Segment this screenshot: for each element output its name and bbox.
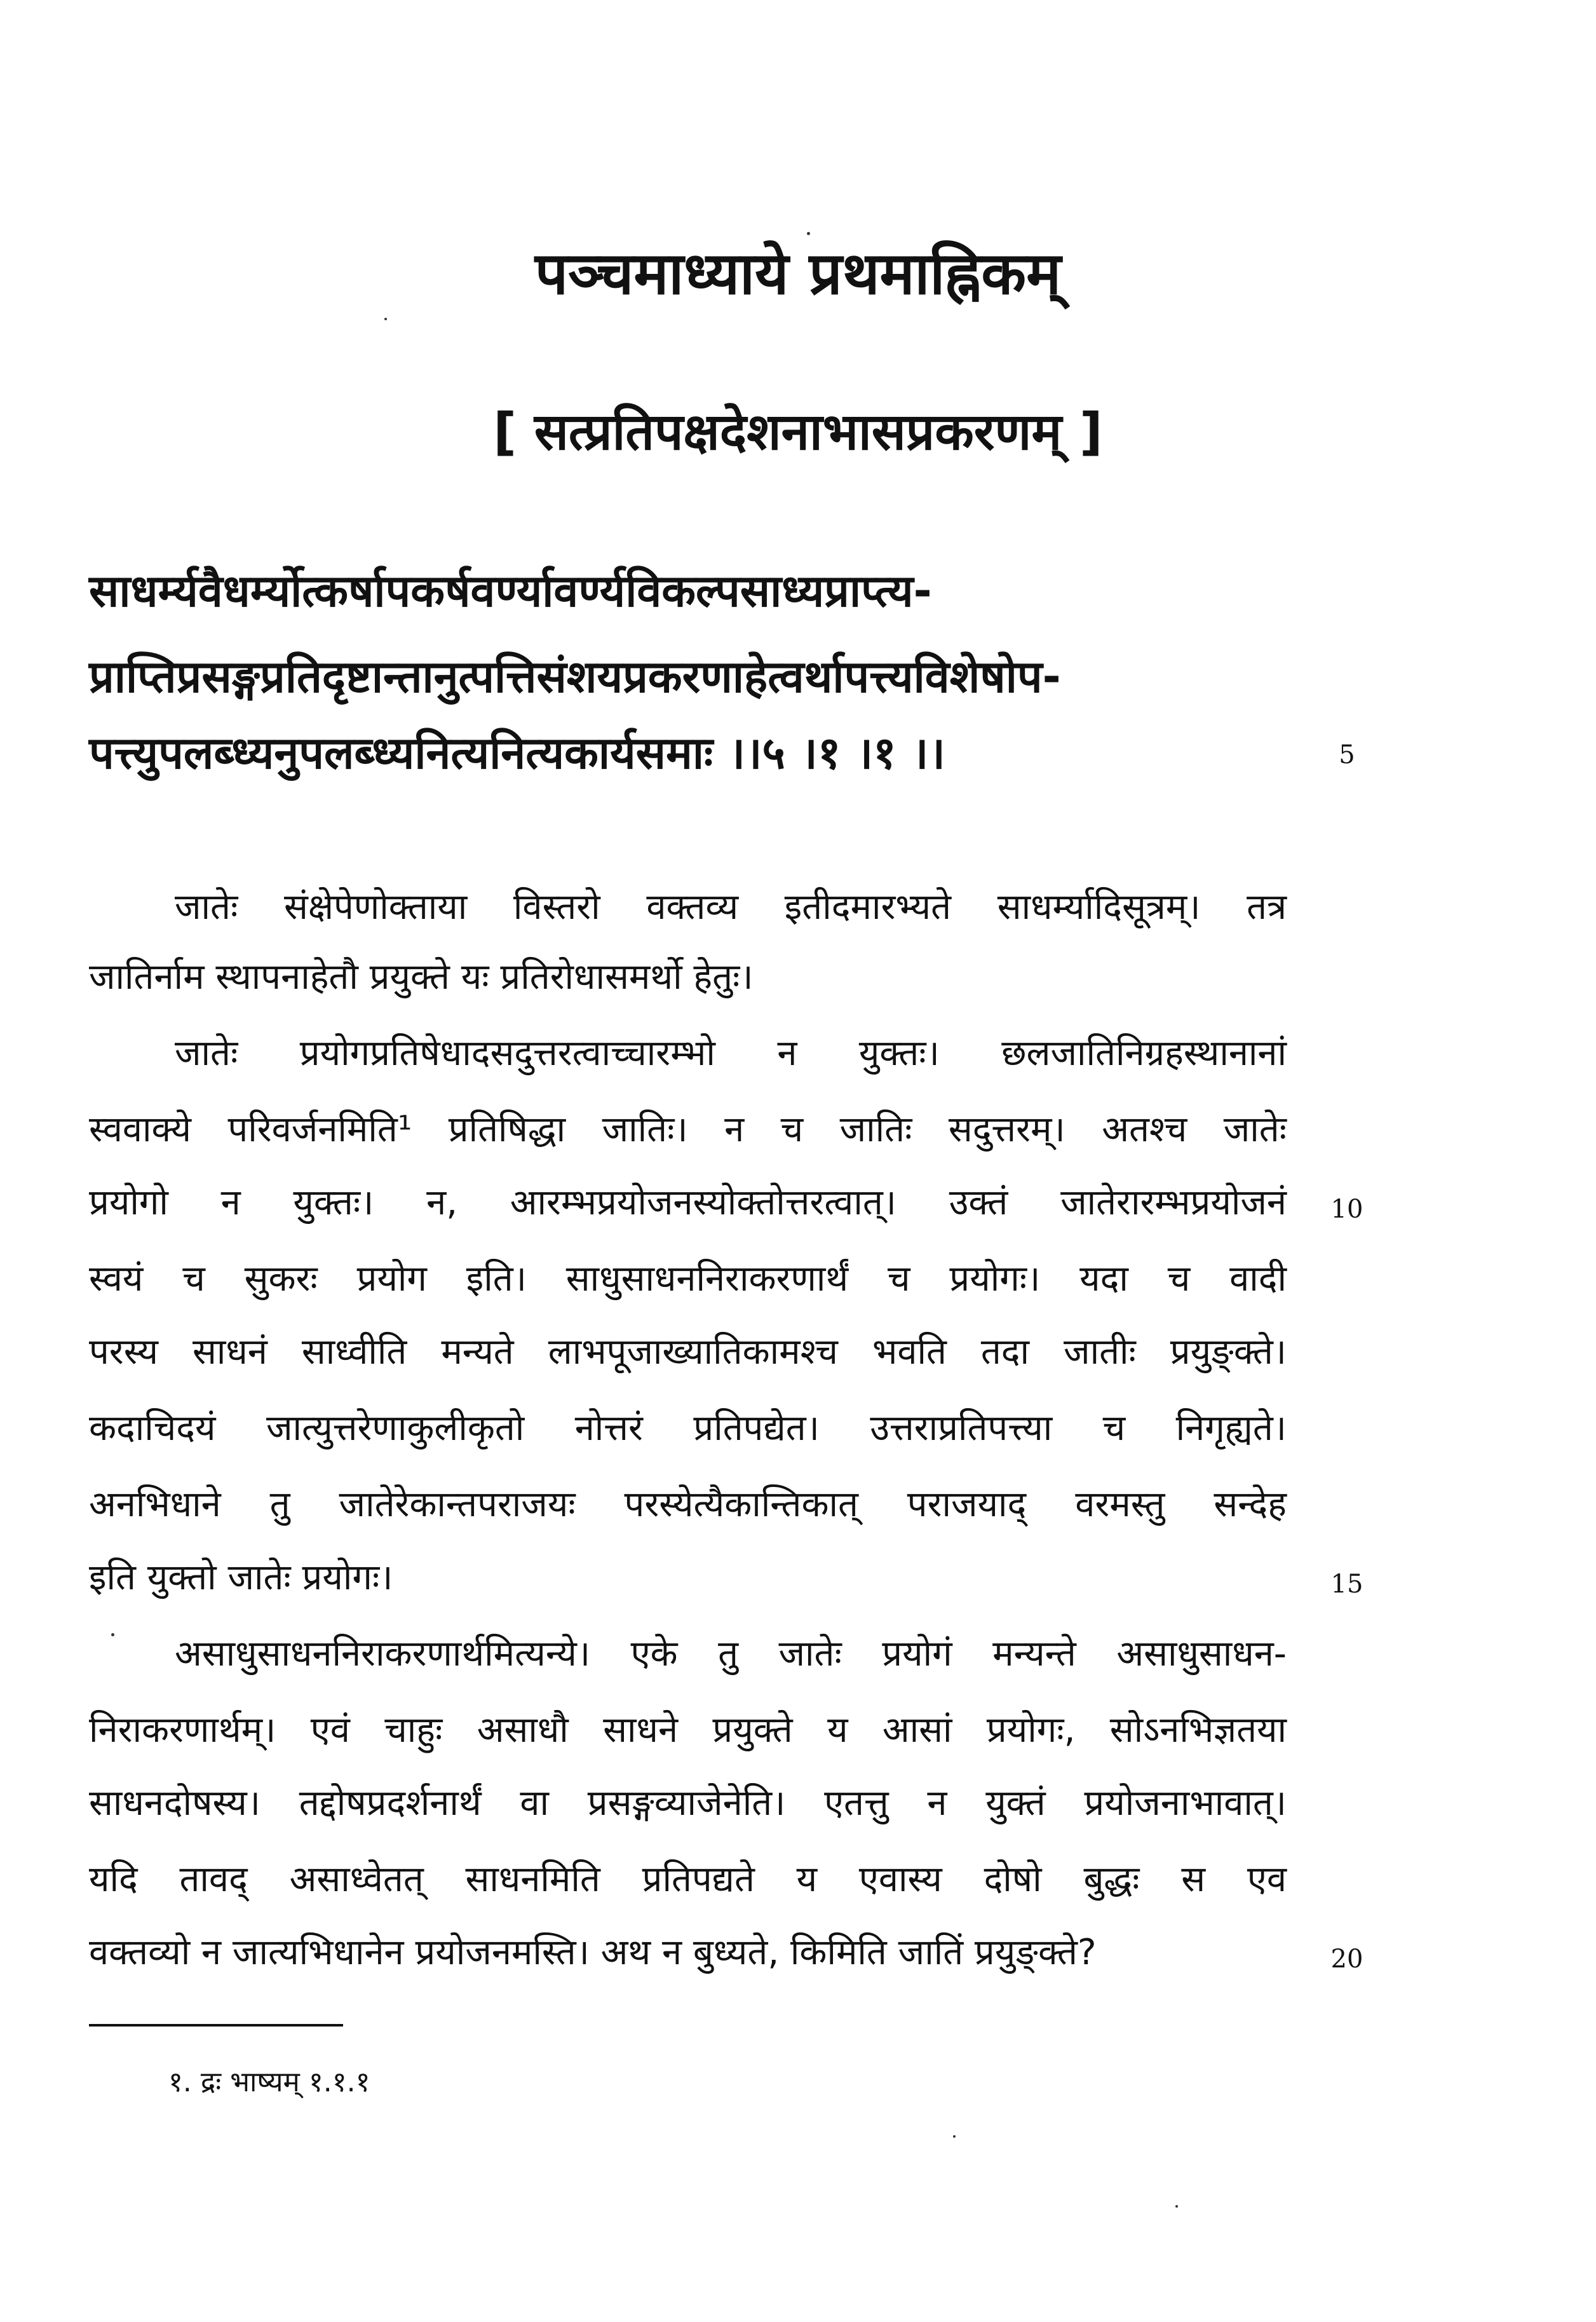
scan-speck	[384, 318, 387, 320]
body-line: यदि तावद् असाध्वेतत् साधनमिति प्रतिपद्यते य एवास्य दोषो बुद्धः स एव	[89, 1859, 1287, 1900]
body-line: स्वयं च सुकरः प्रयोग इति। साधुसाधननिराकरणार्थं च प्रयोगः। यदा च वादी	[89, 1258, 1287, 1300]
line-number: 5	[1339, 740, 1355, 770]
scan-speck	[807, 232, 810, 235]
body-line: साधनदोषस्य। तद्दोषप्रदर्शनार्थं वा प्रसङ्गव्याजेनेति। एतत्तु न युक्तं प्रयोजनाभावात्।	[89, 1782, 1287, 1824]
body-line: जातेः संक्षेपेणोक्ताया विस्तरो वक्तव्य इतीदमारभ्यते साधर्म्यादिसूत्रम्। तत्र	[175, 886, 1287, 928]
line-number: 15	[1330, 1570, 1363, 1599]
scan-speck	[111, 1633, 114, 1636]
footnote: १. द्रः भाष्यम् १.१.१	[168, 2066, 370, 2098]
body-line: जातेः प्रयोगप्रतिषेधादसदुत्तरत्वाच्चारम्भो न युक्तः। छलजातिनिग्रहस्थानानां	[175, 1033, 1287, 1074]
sutra-line: पत्त्युपलब्ध्यनुपलब्ध्यनित्यनित्यकार्यसमाः ।।५ ।१ ।१ ।।	[89, 727, 945, 779]
body-line: निराकरणार्थम्। एवं चाहुः असाधौ साधने प्रयुक्ते य आसां प्रयोगः, सोऽनभिज्ञतया	[89, 1709, 1287, 1751]
body-line: असाधुसाधननिराकरणार्थमित्यन्ये। एके तु जातेः प्रयोगं मन्यन्ते असाधुसाधन-	[175, 1633, 1287, 1674]
body-line: परस्य साधनं साध्वीति मन्यते लाभपूजाख्यातिकामश्च भवति तदा जातीः प्रयुङ्क्ते।	[89, 1331, 1287, 1373]
sutra-line: प्राप्तिप्रसङ्गप्रतिदृष्टान्तानुत्पत्तिसंशयप्रकरणाहेत्वर्थापत्त्यविशेषोप-	[89, 651, 1061, 703]
body-line: जातिर्नाम स्थापनाहेतौ प्रयुक्ते यः प्रतिरोधासमर्थो हेतुः।	[89, 956, 754, 998]
line-number: 20	[1330, 1945, 1363, 1974]
chapter-heading: पञ्चमाध्याये प्रथमाह्निकम्	[534, 240, 1062, 308]
body-line: स्ववाक्ये परिवर्जनमिति¹ प्रतिषिद्धा जातिः। न च जातिः सदुत्तरम्। अतश्च जातेः	[89, 1109, 1287, 1150]
body-line: कदाचिदयं जात्युत्तरेणाकुलीकृतो नोत्तरं प्रतिपद्येत। उत्तराप्रतिपत्त्या च निगृह्यते।	[89, 1408, 1287, 1449]
body-line: इति युक्तो जातेः प्रयोगः।	[89, 1557, 393, 1598]
footnote-rule	[89, 2024, 343, 2027]
section-title: [ सत्प्रतिपक्षदेशनाभासप्रकरणम् ]	[493, 402, 1103, 461]
scan-speck	[953, 2135, 956, 2138]
body-line: अनभिधाने तु जातेरेकान्तपराजयः परस्येत्यैकान्तिकात् पराजयाद् वरमस्तु सन्देह	[89, 1484, 1287, 1525]
body-line: प्रयोगो न युक्तः। न, आरम्भप्रयोजनस्योक्तोत्तरत्वात्। उक्तं जातेरारम्भप्रयोजनं	[89, 1182, 1287, 1223]
body-line: वक्तव्यो न जात्यभिधानेन प्रयोजनमस्ति। अथ न बुध्यते, किमिति जातिं प्रयुङ्क्ते?	[89, 1932, 1097, 1973]
line-number: 10	[1330, 1195, 1363, 1224]
scan-speck	[1175, 2205, 1178, 2208]
sutra-line: साधर्म्यवैधर्म्योत्कर्षापकर्षवर्ण्यावर्ण्यविकल्पसाध्यप्राप्त्य-	[89, 565, 932, 617]
